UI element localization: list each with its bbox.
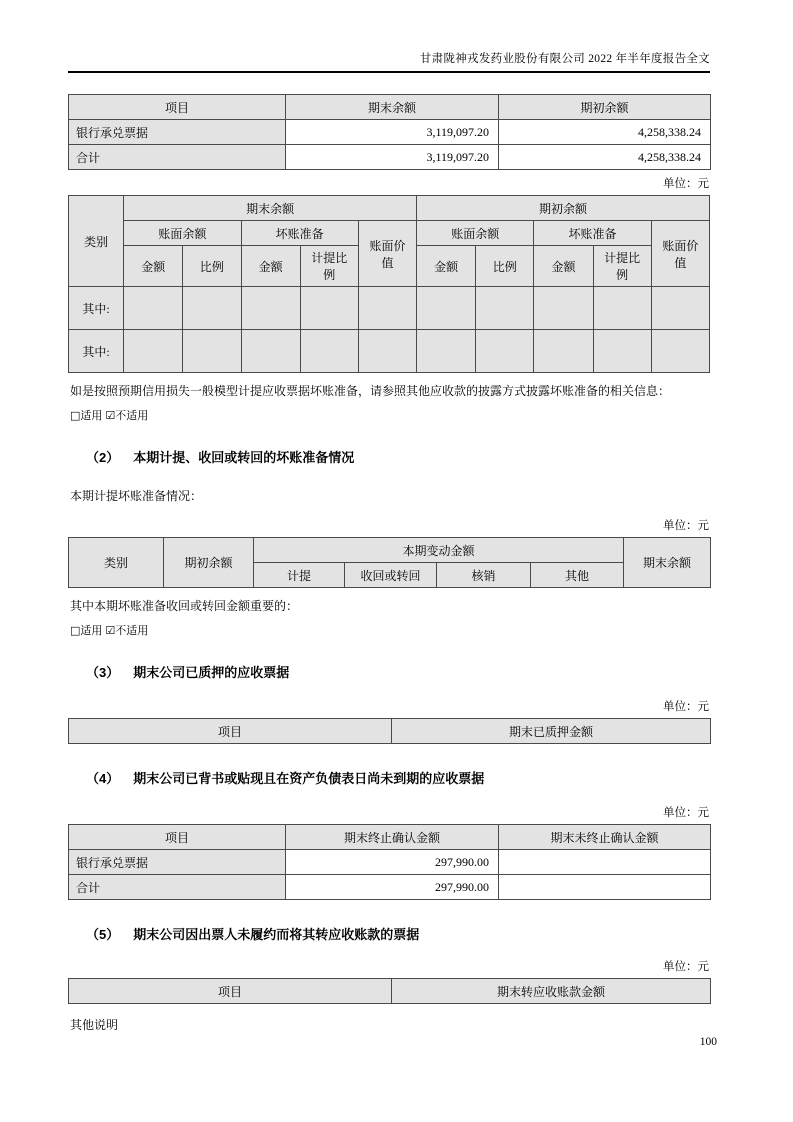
table-row: [69, 330, 710, 373]
note-significant-recovery: 其中本期坏账准备收回或转回金额重要的：: [70, 599, 299, 613]
section-3-heading: [86, 662, 710, 681]
col-header-book-value: 账面价值: [651, 221, 709, 287]
col-header-derecognized: 期末终止确认金额: [286, 825, 499, 850]
col-header-category: 类别: [69, 196, 124, 287]
empty-cell: [534, 330, 593, 373]
bills-summary-table: [68, 94, 711, 170]
col-header-amount: 金额: [417, 246, 476, 287]
row-label-among-which: 其中:: [69, 287, 124, 330]
beginning-value: 4,258,338.24: [499, 145, 711, 170]
col-header-other: 其他: [531, 563, 624, 588]
col-header-not-derecognized: 期末未终止确认金额: [499, 825, 711, 850]
col-header-ending: 期末余额: [286, 95, 499, 120]
col-header-provision-ratio: 计提比例: [593, 246, 651, 287]
applicable-checkbox: □适用: [70, 409, 103, 422]
table-header-row: [69, 979, 711, 1004]
pledged-notes-table: [68, 718, 711, 744]
col-header-beginning: 期初余额: [164, 538, 254, 588]
col-header-item: 项目: [69, 719, 392, 744]
empty-cell: [300, 330, 358, 373]
subgroup-book-balance: 账面余额: [417, 221, 534, 246]
unit-label: 单位：元: [663, 701, 709, 713]
empty-cell: [593, 287, 651, 330]
ending-value: 3,119,097.20: [286, 120, 499, 145]
row-label: 合计: [69, 875, 286, 900]
empty-cell: [124, 330, 183, 373]
table-row: [69, 120, 711, 145]
table-header-row: [69, 825, 711, 850]
section-4-title: 期末公司已背书或贴现且在资产负债表日尚未到期的应收票据: [133, 771, 485, 786]
col-header-book-value: 账面价值: [358, 221, 416, 287]
unit-label: 单位：元: [663, 961, 709, 973]
subgroup-bad-debt: 坏账准备: [534, 221, 651, 246]
col-header-amount: 金额: [124, 246, 183, 287]
table-header-row: [69, 196, 710, 221]
row-label: 银行承兑票据: [69, 120, 286, 145]
col-header-pledged-amount: 期末已质押金额: [392, 719, 711, 744]
unit-label: 单位：元: [663, 178, 709, 190]
beginning-value: 4,258,338.24: [499, 120, 711, 145]
empty-cell: [417, 330, 476, 373]
not-applicable-checkbox: ☑不适用: [105, 409, 149, 422]
empty-cell: [476, 330, 534, 373]
empty-cell: [651, 330, 709, 373]
empty-cell: [593, 330, 651, 373]
col-header-item: 项目: [69, 95, 286, 120]
group-header-beginning: 期初余额: [417, 196, 710, 221]
col-header-writeoff: 核销: [437, 563, 531, 588]
group-header-ending: 期末余额: [124, 196, 417, 221]
endorsed-notes-table: [68, 824, 711, 900]
empty-cell: [534, 287, 593, 330]
col-header-recovery: 收回或转回: [345, 563, 437, 588]
section-4-number: （4）: [86, 771, 120, 786]
section-3-number: （3）: [86, 665, 120, 680]
col-header-provision: 计提: [254, 563, 345, 588]
empty-cell: [300, 287, 358, 330]
table-row: [69, 287, 710, 330]
col-header-ending: 期末余额: [624, 538, 711, 588]
empty-cell: [476, 287, 534, 330]
col-header-ratio: 比例: [183, 246, 241, 287]
row-label-among-which: 其中:: [69, 330, 124, 373]
table-header-row: [69, 221, 710, 246]
derecognized-value: 297,990.00: [286, 875, 499, 900]
table-header-row: [69, 719, 711, 744]
table-header-row: [69, 538, 711, 563]
empty-cell: [241, 330, 300, 373]
unit-label: 单位：元: [663, 520, 709, 532]
other-note: 其他说明: [70, 1018, 119, 1032]
section-5-heading: [86, 924, 710, 943]
note-expected-credit-loss: 如是按照预期信用损失一般模型计提应收票据坏账准备，请参照其他应收款的披露方式披露坏账准备的相关信息：: [70, 384, 671, 398]
empty-cell: [183, 287, 241, 330]
table-header-row: [69, 95, 711, 120]
col-header-item: 项目: [69, 825, 286, 850]
not-derecognized-value: [499, 875, 711, 900]
transferred-notes-table: [68, 978, 711, 1004]
empty-cell: [183, 330, 241, 373]
report-header-title: 甘肃陇神戎发药业股份有限公司 2022 年半年度报告全文: [68, 50, 710, 73]
applicability-line: [70, 407, 710, 423]
not-derecognized-value: [499, 850, 711, 875]
applicability-line: [70, 622, 710, 638]
section-4-heading: [86, 768, 710, 787]
subgroup-book-balance: 账面余额: [124, 221, 241, 246]
section-2-note: 本期计提坏账准备情况：: [70, 489, 203, 503]
col-header-category: 类别: [69, 538, 164, 588]
section-2-title: 本期计提、收回或转回的坏账准备情况: [133, 450, 355, 465]
table-row: [69, 145, 711, 170]
section-5-number: （5）: [86, 927, 120, 942]
col-header-transferred-amount: 期末转应收账款金额: [392, 979, 711, 1004]
section-2-number: （2）: [86, 450, 120, 465]
empty-cell: [241, 287, 300, 330]
col-header-item: 项目: [69, 979, 392, 1004]
empty-cell: [651, 287, 709, 330]
applicable-checkbox: □适用: [70, 624, 103, 637]
table-row: [69, 850, 711, 875]
subgroup-bad-debt: 坏账准备: [241, 221, 358, 246]
col-header-provision-ratio: 计提比例: [300, 246, 358, 287]
empty-cell: [358, 287, 416, 330]
row-label: 银行承兑票据: [69, 850, 286, 875]
table-row: [69, 875, 711, 900]
provision-change-table: [68, 537, 711, 588]
section-3-title: 期末公司已质押的应收票据: [133, 665, 290, 680]
category-provision-table: [68, 195, 710, 373]
col-header-beginning: 期初余额: [499, 95, 711, 120]
col-header-amount: 金额: [534, 246, 593, 287]
col-header-ratio: 比例: [476, 246, 534, 287]
derecognized-value: 297,990.00: [286, 850, 499, 875]
section-5-title: 期末公司因出票人未履约而将其转应收账款的票据: [133, 927, 420, 942]
unit-label: 单位：元: [663, 807, 709, 819]
group-header-change: 本期变动金额: [254, 538, 624, 563]
row-label: 合计: [69, 145, 286, 170]
col-header-amount: 金额: [241, 246, 300, 287]
section-2-heading: [86, 447, 710, 466]
ending-value: 3,119,097.20: [286, 145, 499, 170]
not-applicable-checkbox: ☑不适用: [105, 624, 149, 637]
empty-cell: [417, 287, 476, 330]
empty-cell: [358, 330, 416, 373]
page-number: 100: [699, 1036, 717, 1048]
empty-cell: [124, 287, 183, 330]
